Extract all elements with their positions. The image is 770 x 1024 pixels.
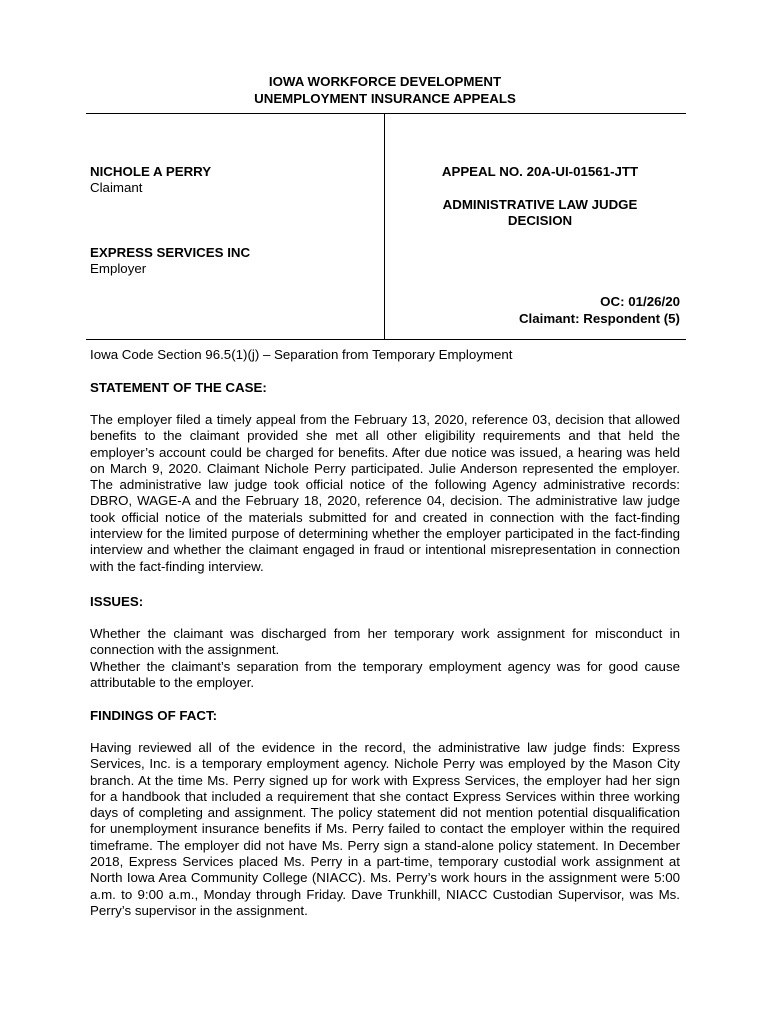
caption-divider xyxy=(384,114,385,340)
findings-title: FINDINGS OF FACT: xyxy=(90,708,218,723)
agency-name: IOWA WORKFORCE DEVELOPMENT xyxy=(268,74,502,89)
code-section: Iowa Code Section 96.5(1)(j) – Separation from Temporary Employment xyxy=(90,347,513,362)
decision-title-line2: DECISION xyxy=(507,213,573,229)
appeal-number: APPEAL NO. 20A-UI-01561-JTT xyxy=(441,164,639,179)
oc-date: OC: 01/26/20 xyxy=(600,294,680,309)
decision-title xyxy=(400,197,680,230)
issues-list xyxy=(90,626,680,691)
claimant-status: Claimant: Respondent (5) xyxy=(518,311,680,326)
employer-name: EXPRESS SERVICES INC xyxy=(90,245,251,260)
claimant-role: Claimant xyxy=(90,180,143,196)
employer-block xyxy=(90,245,250,278)
statement-title: STATEMENT OF THE CASE: xyxy=(90,380,267,395)
claimant-block xyxy=(90,164,211,197)
employer-role: Employer xyxy=(90,261,147,277)
issue-item: Whether the claimant’s separation from the temporary employment agency was for good cause attributable to the employer. xyxy=(90,658,680,690)
statement-text: The employer filed a timely appeal from the February 13, 2020, reference 03, decision that allowed benefits to the claimant provided she met all other eligibility requirements and that held the employer’s account could be charged for benefits. After due notice was issued, a hearing was held on March 9, 2020. Claimant Nichole Perry participated. Julie Anderson represented the employer. The administrative law judge took official notice of the following Agency administrative records: DBRO, WAGE-A and the February 18, 2020, reference 04, decision. The administrative law judge took official notice of the materials submitted for and created in connection with the fact-finding interview for the limited purpose of determining whether the employer participated in the fact-finding interview and whether the claimant engaged in fraud or intentional misrepresentation in connection with the fact-finding interview. xyxy=(90,412,680,574)
caption-top-rule xyxy=(86,113,686,114)
claimant-name: NICHOLE A PERRY xyxy=(90,164,212,179)
findings-text: Having reviewed all of the evidence in the record, the administrative law judge finds: Express Services, Inc. is a temporary employment agency. Nichole Perry was employed by the Mason City branch. At the time Ms. Perry signed up for work with Express Services, the employer had her sign for a handbook that included a requirement that she contact Express Services within three working days of completing and assignment. The policy statement did not mention potential disqualification for unemployment insurance benefits if Ms. Perry failed to contact the employer within the required timeframe. The employer did not have Ms. Perry sign a stand-alone policy statement. In December 2018, Express Services placed Ms. Perry in a part-time, temporary custodial work assignment at North Iowa Area Community College (NIACC). Ms. Perry’s work hours in the assignment were 5:00 a.m. to 9:00 a.m., Monday through Friday. Dave Trunkhill, NIACC Custodian Supervisor, was Ms. Perry’s supervisor in the assignment. xyxy=(90,740,680,918)
issue-item: Whether the claimant was discharged from her temporary work assignment for misconduct in connection with the assignment. xyxy=(90,626,680,658)
issues-title: ISSUES: xyxy=(90,594,144,609)
caption-bottom-rule xyxy=(86,339,686,340)
division-name: UNEMPLOYMENT INSURANCE APPEALS xyxy=(254,91,516,106)
document-header xyxy=(0,74,770,108)
decision-title-line1: ADMINISTRATIVE LAW JUDGE xyxy=(442,197,638,212)
